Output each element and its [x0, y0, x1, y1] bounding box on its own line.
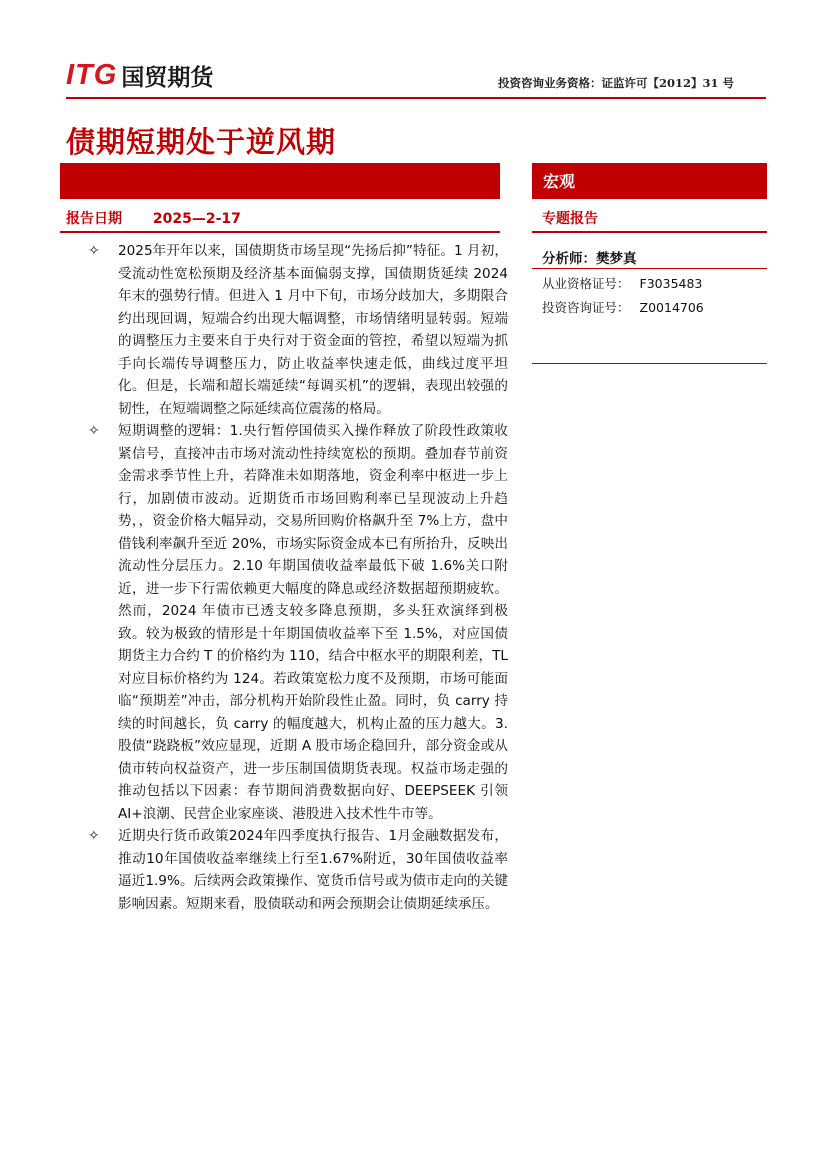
diamond-bullet-icon: ✧	[88, 828, 100, 844]
bullet-item	[88, 420, 508, 825]
cert-practice-value: F3035483	[639, 276, 703, 291]
sidebar-divider-top	[532, 231, 767, 233]
bullet-text: 近期央行货币政策2024年四季度执行报告、1月金融数据发布，推动10年国债收益率继续上行至1.67%附近，30年国债收益率逼近1.9%。后续两会政策操作、宽货币信号或为债市走向的关键影响因素。短期来看，股债联动和两会预期会让债期延续承压。	[118, 828, 508, 912]
report-date	[66, 208, 241, 228]
sidebar-divider-middle	[532, 268, 767, 269]
license-text: 投资咨询业务资格：证监许可【2012】31 号	[497, 76, 734, 90]
diamond-bullet-icon: ✧	[88, 243, 100, 259]
cert-advisory-label: 投资咨询证号：	[542, 300, 630, 315]
report-date-label: 报告日期	[66, 211, 122, 227]
title-red-bar	[60, 163, 500, 199]
sidebar-section-label: 宏观	[532, 163, 767, 199]
cert-practice-label: 从业资格证号：	[542, 276, 630, 291]
bullet-text: 短期调整的逻辑：1.央行暂停国债买入操作释放了阶段性政策收紧信号，直接冲击市场对流动性持续宽松的预期。叠加春节前资金需求季节性上升，若降准未如期落地，资金利率中枢进一步上行，加剧债市波动。近期货币市场回购利率已呈现波动上升趋势，，资金价格大幅异动，交易所回购价格飙升至 7%上方，盘中借钱利率飙升至近 20%，市场实际资金成本已有所抬升，反映出流动性分层压力。2.10 年期国债收益率最低下破 1.6%关口附近，进一步下行需依赖更大幅度的降息或经济数据超预期疲软。然而，2024 年债市已透支较多降息预期，多头狂欢演绎到极致。较为极致的情形是十年期国债收益率下至 1.5%，对应国债期货主力合约 T 的价格约为 110，结合中枢水平的期限利差，TL 对应目标价格约为 124。若政策宽松力度不及预期，市场可能面临“预期差”冲击，部分机构开始阶段性止盈。同时，负 carry 持续的时间越长，负 carry 的幅度越大，机构止盈的压力越大。3.股债“跷跷板”效应显现，近期 A 股市场企稳回升，部分资金或从债市转向权益资产，进一步压制国债期货表现。权益市场走强的推动包括以下因素：春节期间消费数据向好、DEEPSEEK 引领 AI+浪潮、民营企业家座谈、港股进入技术性牛市等。	[118, 423, 508, 822]
cert-advisory	[542, 298, 704, 316]
sidebar-subsection: 专题报告	[542, 211, 598, 227]
report-date-value: 2025—2-17	[152, 211, 241, 227]
analyst-name: 分析师：樊梦真	[542, 251, 637, 267]
logo-company-name: 国贸期货	[121, 64, 214, 91]
bullet-text: 2025年开年以来，国债期货市场呈现“先扬后抑”特征。1 月初，受流动性宽松预期及经济基本面偏弱支撑，国债期货延续 2024 年末的强势行情。但进入 1 月中下旬，市场分歧加大，多期限合约出现回调，短端合约出现大幅调整，市场情绪明显转弱。短端的调整压力主要来自于央行对于资金面的管控，希望以短端为抓手向长端传导调整压力，防止收益率快速走低，曲线过度平坦化。但是，长端和超长端延续“每调买机”的逻辑，表现出较强的韧性，在短端调整之际延续高位震荡的格局。	[118, 243, 508, 417]
sidebar-divider-bottom	[532, 363, 767, 364]
cert-practice	[542, 274, 702, 292]
company-logo	[66, 58, 213, 92]
summary-bullets	[88, 240, 508, 915]
header-divider	[66, 97, 766, 99]
logo-itg-text: ITG	[66, 58, 118, 91]
report-title: 债期短期处于逆风期	[66, 125, 337, 159]
date-divider	[60, 231, 500, 233]
cert-advisory-value: Z0014706	[639, 300, 704, 315]
bullet-item	[88, 825, 508, 915]
diamond-bullet-icon: ✧	[88, 423, 100, 439]
bullet-item	[88, 240, 508, 420]
